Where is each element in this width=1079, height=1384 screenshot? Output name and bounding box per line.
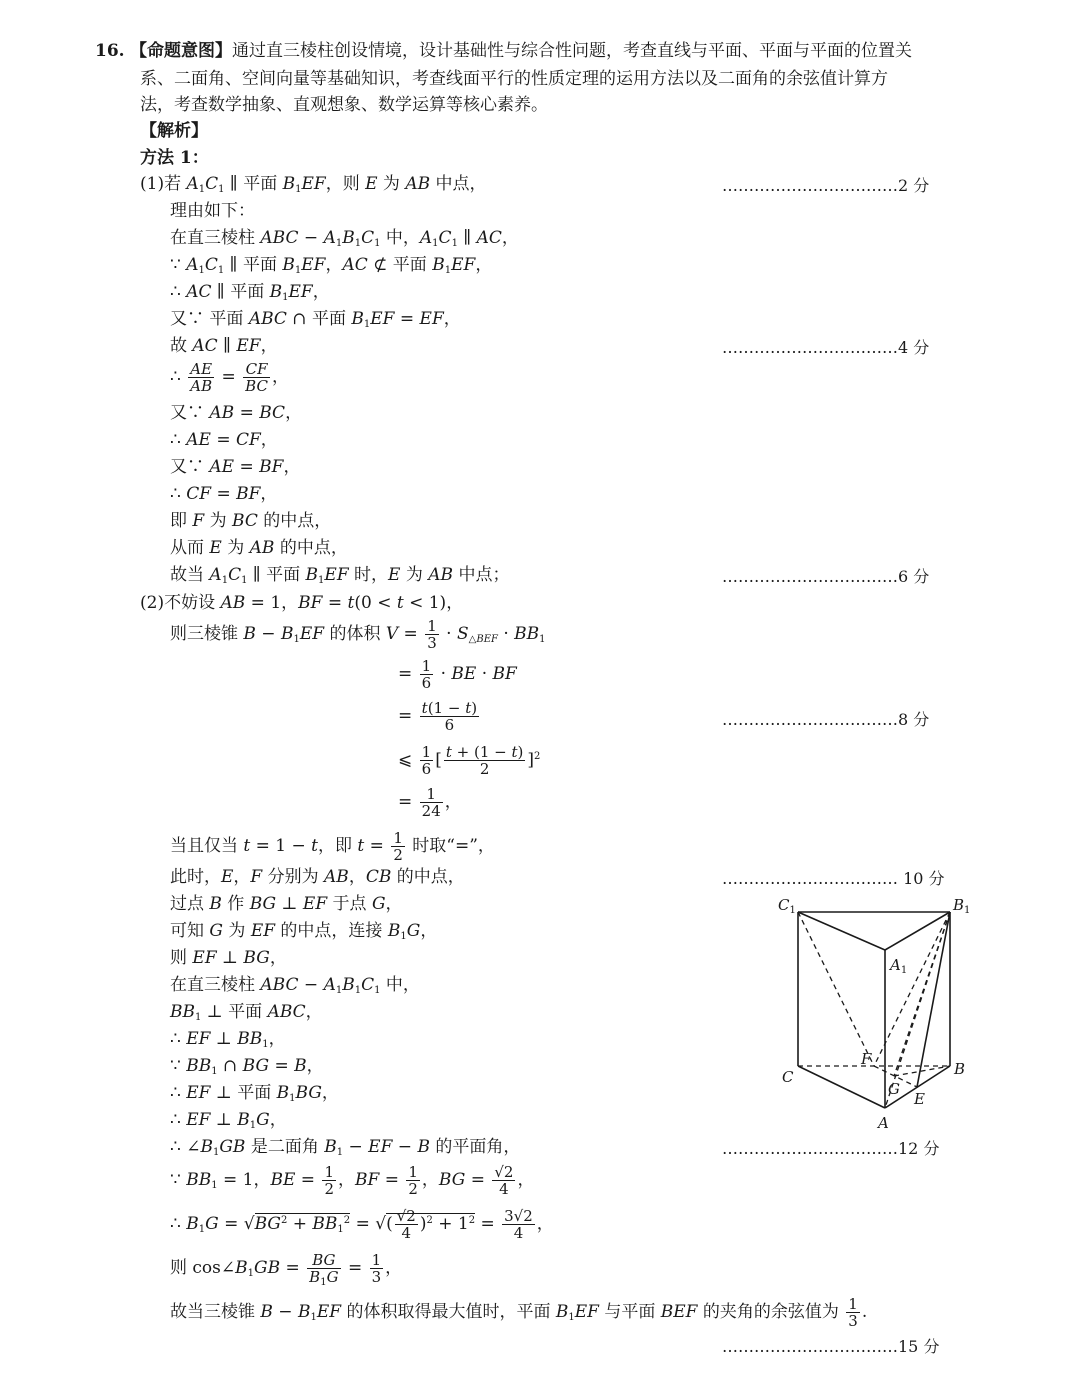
method-title: 方法 1： xyxy=(140,148,209,168)
part1-line-11: 又∵ AE = BF， xyxy=(170,457,301,477)
part2-line-11: 则 EF ⊥ BG， xyxy=(170,948,287,968)
part2-line-15: ∵ $BB_1$ ∩ BG = B， xyxy=(170,1056,324,1077)
score-6: ……………………………6 分 xyxy=(722,567,930,586)
intent-tag: 【命题意图】 xyxy=(129,41,232,61)
part2-line-4: = $\frac{t(1 - t)}{6}$ xyxy=(398,699,478,734)
label-B: B xyxy=(954,1060,966,1078)
part1-line-1: (1)若 $A_1C_1$ ∥ 平面 $B_1EF$，则 E 为 AB 中点， xyxy=(140,174,487,195)
label-A: A xyxy=(878,1114,889,1132)
part2-line-13: $BB_1$ ⊥ 平面 ABC， xyxy=(170,1002,323,1023)
part2-line-8: 此时，E，F 分别为 AB，CB 的中点， xyxy=(170,867,465,887)
label-G: G xyxy=(888,1080,900,1098)
score-10: …………………………… 10 分 xyxy=(722,869,945,888)
score-15: ……………………………15 分 xyxy=(722,1337,940,1356)
label-A1: $A_1$ xyxy=(890,956,908,976)
prism-figure xyxy=(770,890,980,1140)
score-8: ……………………………8 分 xyxy=(722,710,930,729)
part1-line-8: ∴ $\frac{AE}{AB}$ = $\frac{CF}{BC}$ ， xyxy=(170,360,289,395)
problem-intent-line-2: 系、二面角、空间向量等基础知识，考查线面平行的性质定理的运用方法以及二面角的余弦值计算方 xyxy=(140,69,888,89)
part2-line-16: ∴ EF ⊥ 平面 $B_1BG$， xyxy=(170,1083,339,1104)
part2-line-22: 故当三棱锥 $B - B_1EF$ 的体积取得最大值时，平面 $B_1EF$ 与平面 BEF 的夹角的余弦值为 $\frac{1}{3}$ . xyxy=(170,1295,868,1330)
part1-line-7: 故 AC ∥ EF， xyxy=(170,336,278,356)
label-B1: $B_1$ xyxy=(953,896,971,916)
part1-line-3: 在直三棱柱 ABC − $A_1B_1C_1$ 中，$A_1C_1$ ∥ AC， xyxy=(170,228,519,249)
part2-line-19: ∵ $BB_1 = 1$，BE = $\frac{1}{2}$ ，BF = $\frac{1}{2}$ ，BG = $\frac{√2}{4}$ ， xyxy=(170,1163,535,1198)
part2-line-10: 可知 G 为 EF 的中点，连接 $B_1G$， xyxy=(170,921,438,942)
problem-intent-line-1: 16. 【命题意图】通过直三棱柱创设情境，设计基础性与综合性问题，考查直线与平面、平面与平面的位置关 xyxy=(95,41,912,61)
part2-line-1: (2)不妨设 AB = 1，BF = t(0 < t < 1)， xyxy=(140,593,464,613)
part2-line-7: 当且仅当 t = 1 − t，即 t = $\frac{1}{2}$ 时取“=”， xyxy=(170,829,495,864)
label-F: F xyxy=(861,1050,872,1068)
part2-line-21: 则 $\cos\angle B_1GB$ = $\frac{BG}{B_1G}$ = $\frac{1}{3}$ ， xyxy=(170,1251,403,1288)
part1-line-4: ∵ $A_1C_1$ ∥ 平面 $B_1EF$，AC ⊄ 平面 $B_1EF$， xyxy=(170,255,493,276)
analysis-tag: 【解析】 xyxy=(140,121,208,141)
part2-line-14: ∴ EF ⊥ $BB_1$， xyxy=(170,1029,286,1050)
part2-line-9: 过点 B 作 BG ⊥ EF 于点 G， xyxy=(170,894,403,914)
part1-line-5: ∴ AC ∥ 平面 $B_1EF$， xyxy=(170,282,330,303)
part2-line-18: ∴ $\angle B_1GB$ 是二面角 $B_1$ − EF − B 的平面角， xyxy=(170,1137,521,1158)
part2-line-3: = $\frac{1}{6}$ · BE · BF xyxy=(398,657,517,692)
part1-line-6: 又∵ 平面 ABC ∩ 平面 $B_1EF$ = EF， xyxy=(170,309,461,330)
label-C1: $C_1$ xyxy=(778,896,796,916)
part1-line-2: 理由如下： xyxy=(170,201,255,221)
part1-line-13: 即 F 为 BC 的中点， xyxy=(170,511,332,531)
score-4: ……………………………4 分 xyxy=(722,338,930,357)
part1-line-15: 故当 $A_1C_1$ ∥ 平面 $B_1EF$ 时，E 为 AB 中点； xyxy=(170,565,510,586)
part2-line-6: = $\frac{1}{24}$ ， xyxy=(398,785,462,820)
part2-line-12: 在直三棱柱 ABC − $A_1B_1C_1$ 中， xyxy=(170,975,420,996)
part1-line-12: ∴ CF = BF， xyxy=(170,484,278,504)
score-2: ……………………………2 分 xyxy=(722,176,930,195)
problem-intent-line-3: 法，考查数学抽象、直观想象、数学运算等核心素养。 xyxy=(140,95,548,115)
problem-number: 16. xyxy=(95,41,125,61)
label-E: E xyxy=(914,1090,925,1108)
part2-line-2: 则三棱锥 $B - B_1EF$ 的体积 V = $\frac{1}{3}$ · $S_{\triangle BEF} \cdot BB_1$ xyxy=(170,617,546,652)
part2-line-5: ⩽ $\frac{1}{6}$ [ $\frac{t + (1 - t)}{2}$ ]$^2$ xyxy=(398,743,541,778)
part1-line-9: 又∵ AB = BC， xyxy=(170,403,303,423)
score-12: ……………………………12 分 xyxy=(722,1139,940,1158)
label-C: C xyxy=(782,1068,794,1086)
part2-line-20: ∴ $B_1G = √BG^2 + BB_1^2$ = √( $\frac{√2}{4}$ )$^2 + 1^2$ = $\frac{3√2}{4}$ ， xyxy=(170,1207,554,1242)
part1-line-14: 从而 E 为 AB 的中点， xyxy=(170,538,348,558)
part2-line-17: ∴ EF ⊥ $B_1G$， xyxy=(170,1110,287,1131)
part1-line-10: ∴ AE = CF， xyxy=(170,430,278,450)
